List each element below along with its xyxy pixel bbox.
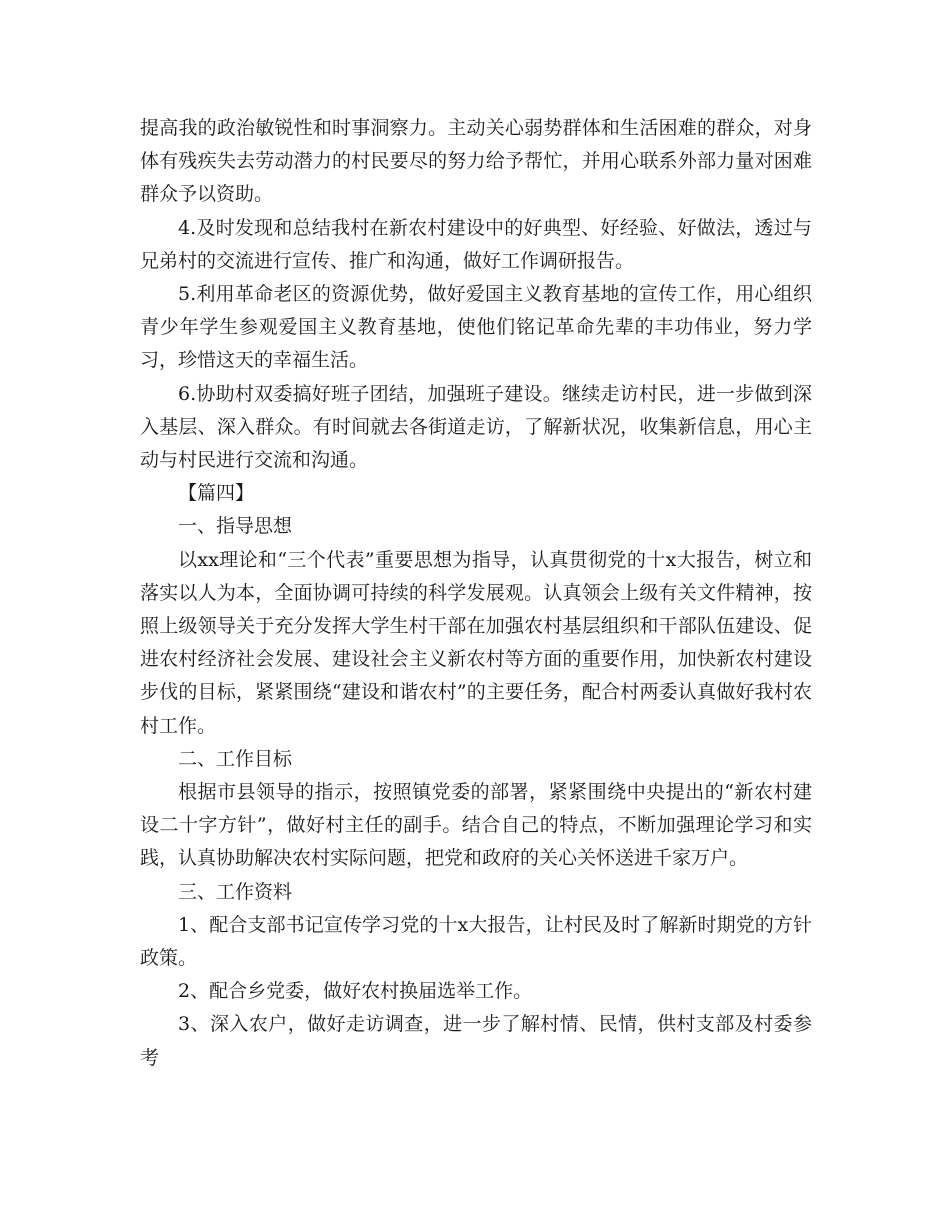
paragraph-continued: 提高我的政治敏锐性和时事洞察力。主动关心弱势群体和生活困难的群众，对身体有残疾失去劳动潜力的村民要尽的努力给予帮忙，并用心联系外部力量对困难群众予以资助。 bbox=[140, 117, 812, 206]
paragraph-content-item-3: 3、深入农户，做好走访调查，进一步了解村情、民情，供村支部及村委参考 bbox=[140, 1013, 812, 1069]
paragraph-item-4: 4.及时发现和总结我村在新农村建设中的好典型、好经验、好做法，透过与兄弟村的交流进行宣传、推广和沟通，做好工作调研报告。 bbox=[140, 216, 812, 272]
document-page bbox=[140, 112, 812, 1075]
paragraph-work-goals: 根据市县领导的指示，按照镇党委的部署，紧紧围绕中央提出的“新农村建设二十字方针”，做好村主任的副手。结合自己的特点，不断加强理论学习和实践，认真协助解决农村实际问题，把党和政府的关心关怀送进千家万户。 bbox=[140, 781, 812, 870]
paragraph-item-6: 6.协助村双委搞好班子团结，加强班子建设。继续走访村民，进一步做到深入基层、深入群众。有时间就去各街道走访，了解新状况，收集新信息，用心主动与村民进行交流和沟通。 bbox=[140, 382, 812, 472]
heading-work-content: 三、工作资料 bbox=[178, 880, 293, 903]
heading-guiding-ideology: 一、指导思想 bbox=[178, 515, 293, 538]
section-title-part-four: 【篇四】 bbox=[178, 482, 255, 505]
heading-work-goals: 二、工作目标 bbox=[178, 747, 293, 770]
paragraph-content-item-1: 1、配合支部书记宣传学习党的十x大报告，让村民及时了解新时期党的方针政策。 bbox=[140, 913, 812, 970]
paragraph-content-item-2: 2、配合乡党委，做好农村换届选举工作。 bbox=[178, 980, 533, 1003]
paragraph-guiding-ideology: 以xx理论和“三个代表”重要思想为指导，认真贯彻党的十x大报告，树立和落实以人为本，全面协调可持续的科学发展观。认真领会上级有关文件精神，按照上级领导关于充分发挥大学生村干部在加强农村基层组织和干部队伍建设、促进农村经济社会发展、建设社会主义新农村等方面的重要作用，加快新农村建设步伐的目标，紧紧围绕“建设和谐农村”的主要任务，配合村两委认真做好我村农村工作。 bbox=[140, 548, 812, 737]
paragraph-item-5: 5.利用革命老区的资源优势，做好爱国主义教育基地的宣传工作，用心组织青少年学生参观爱国主义教育基地，使他们铭记革命先辈的丰功伟业，努力学习，珍惜这天的幸福生活。 bbox=[140, 283, 812, 372]
